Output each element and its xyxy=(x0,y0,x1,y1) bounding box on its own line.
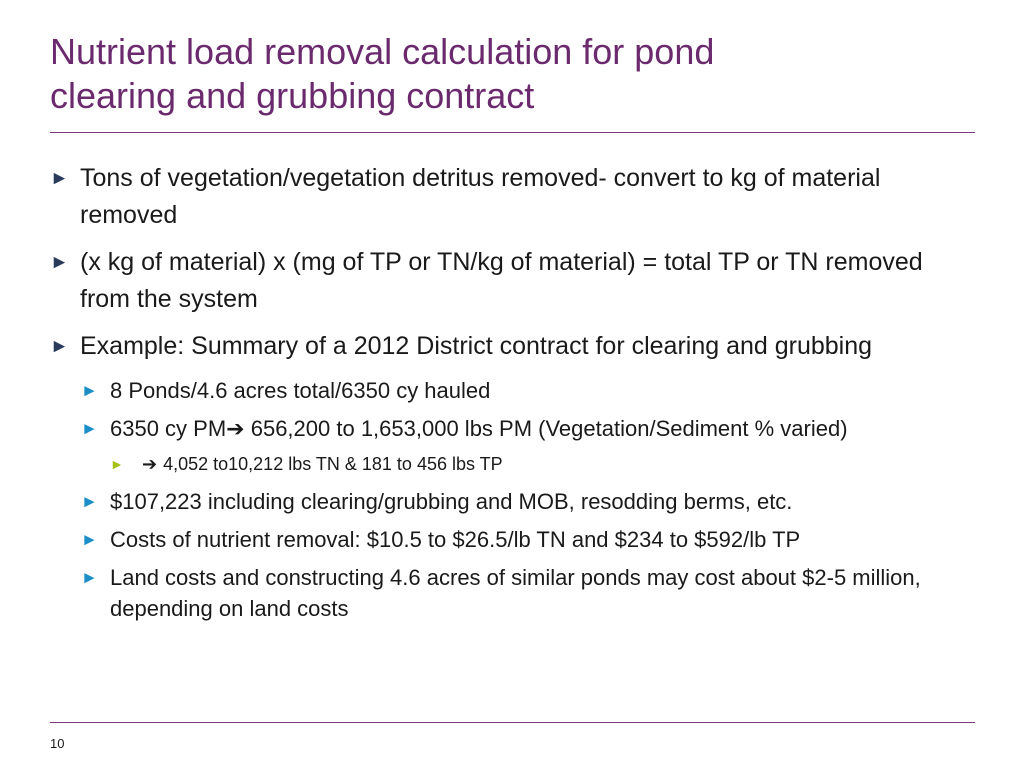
title-divider xyxy=(50,132,975,133)
bullet-text: Tons of vegetation/vegetation detritus removed- convert to kg of material removed xyxy=(80,164,881,229)
sub-bullet-item xyxy=(50,413,975,444)
sub-sub-bullet-text: 4,052 to10,212 lbs TN & 181 to 456 lbs TP xyxy=(163,454,503,474)
bullet-list xyxy=(50,160,975,631)
bullet-item xyxy=(50,328,975,365)
sub-bullet-text: Land costs and constructing 4.6 acres of similar ponds may cost about $2-5 million, depending on land costs xyxy=(110,565,921,621)
sub-bullet-arrow-icon: ► xyxy=(81,568,98,587)
sub-bullet-arrow-icon: ► xyxy=(81,492,98,511)
bullet-item xyxy=(50,244,975,318)
sub-sub-bullet-item xyxy=(50,451,975,477)
sub-bullet-text-suffix: 656,200 to 1,653,000 lbs PM (Vegetation/Sediment % varied) xyxy=(244,416,848,441)
sub-bullet-item xyxy=(50,486,975,517)
bullet-item xyxy=(50,160,975,234)
footer-divider xyxy=(50,722,975,723)
right-arrow-icon: ➔ xyxy=(142,454,158,474)
bullet-arrow-icon: ► xyxy=(50,252,69,273)
sub-bullet-text: 8 Ponds/4.6 acres total/6350 cy hauled xyxy=(110,378,491,403)
bullet-text: (x kg of material) x (mg of TP or TN/kg of material) = total TP or TN removed from the system xyxy=(80,248,923,313)
bullet-text: Example: Summary of a 2012 District contract for clearing and grubbing xyxy=(80,332,873,360)
sub-bullet-arrow-icon: ► xyxy=(81,419,98,438)
sub-bullet-text: $107,223 including clearing/grubbing and MOB, resodding berms, etc. xyxy=(110,489,793,514)
right-arrow-icon: ➔ xyxy=(226,416,245,441)
sub-bullet-item xyxy=(50,375,975,406)
title-line-2: clearing and grubbing contract xyxy=(50,75,535,116)
sub-bullet-text: Costs of nutrient removal: $10.5 to $26.5/lb TN and $234 to $592/lb TP xyxy=(110,527,801,552)
sub-bullet-item xyxy=(50,562,975,624)
sub-sub-bullet-arrow-icon: ► xyxy=(110,456,124,472)
title-line-1: Nutrient load removal calculation for pond xyxy=(50,31,715,72)
bullet-arrow-icon: ► xyxy=(50,168,69,189)
page-number: 10 xyxy=(50,736,65,751)
sub-bullet-text-prefix: 6350 cy PM xyxy=(110,416,227,441)
bullet-arrow-icon: ► xyxy=(50,336,69,357)
sub-bullet-arrow-icon: ► xyxy=(81,381,98,400)
slide-title xyxy=(50,30,950,118)
sub-bullet-arrow-icon: ► xyxy=(81,530,98,549)
sub-bullet-item xyxy=(50,524,975,555)
